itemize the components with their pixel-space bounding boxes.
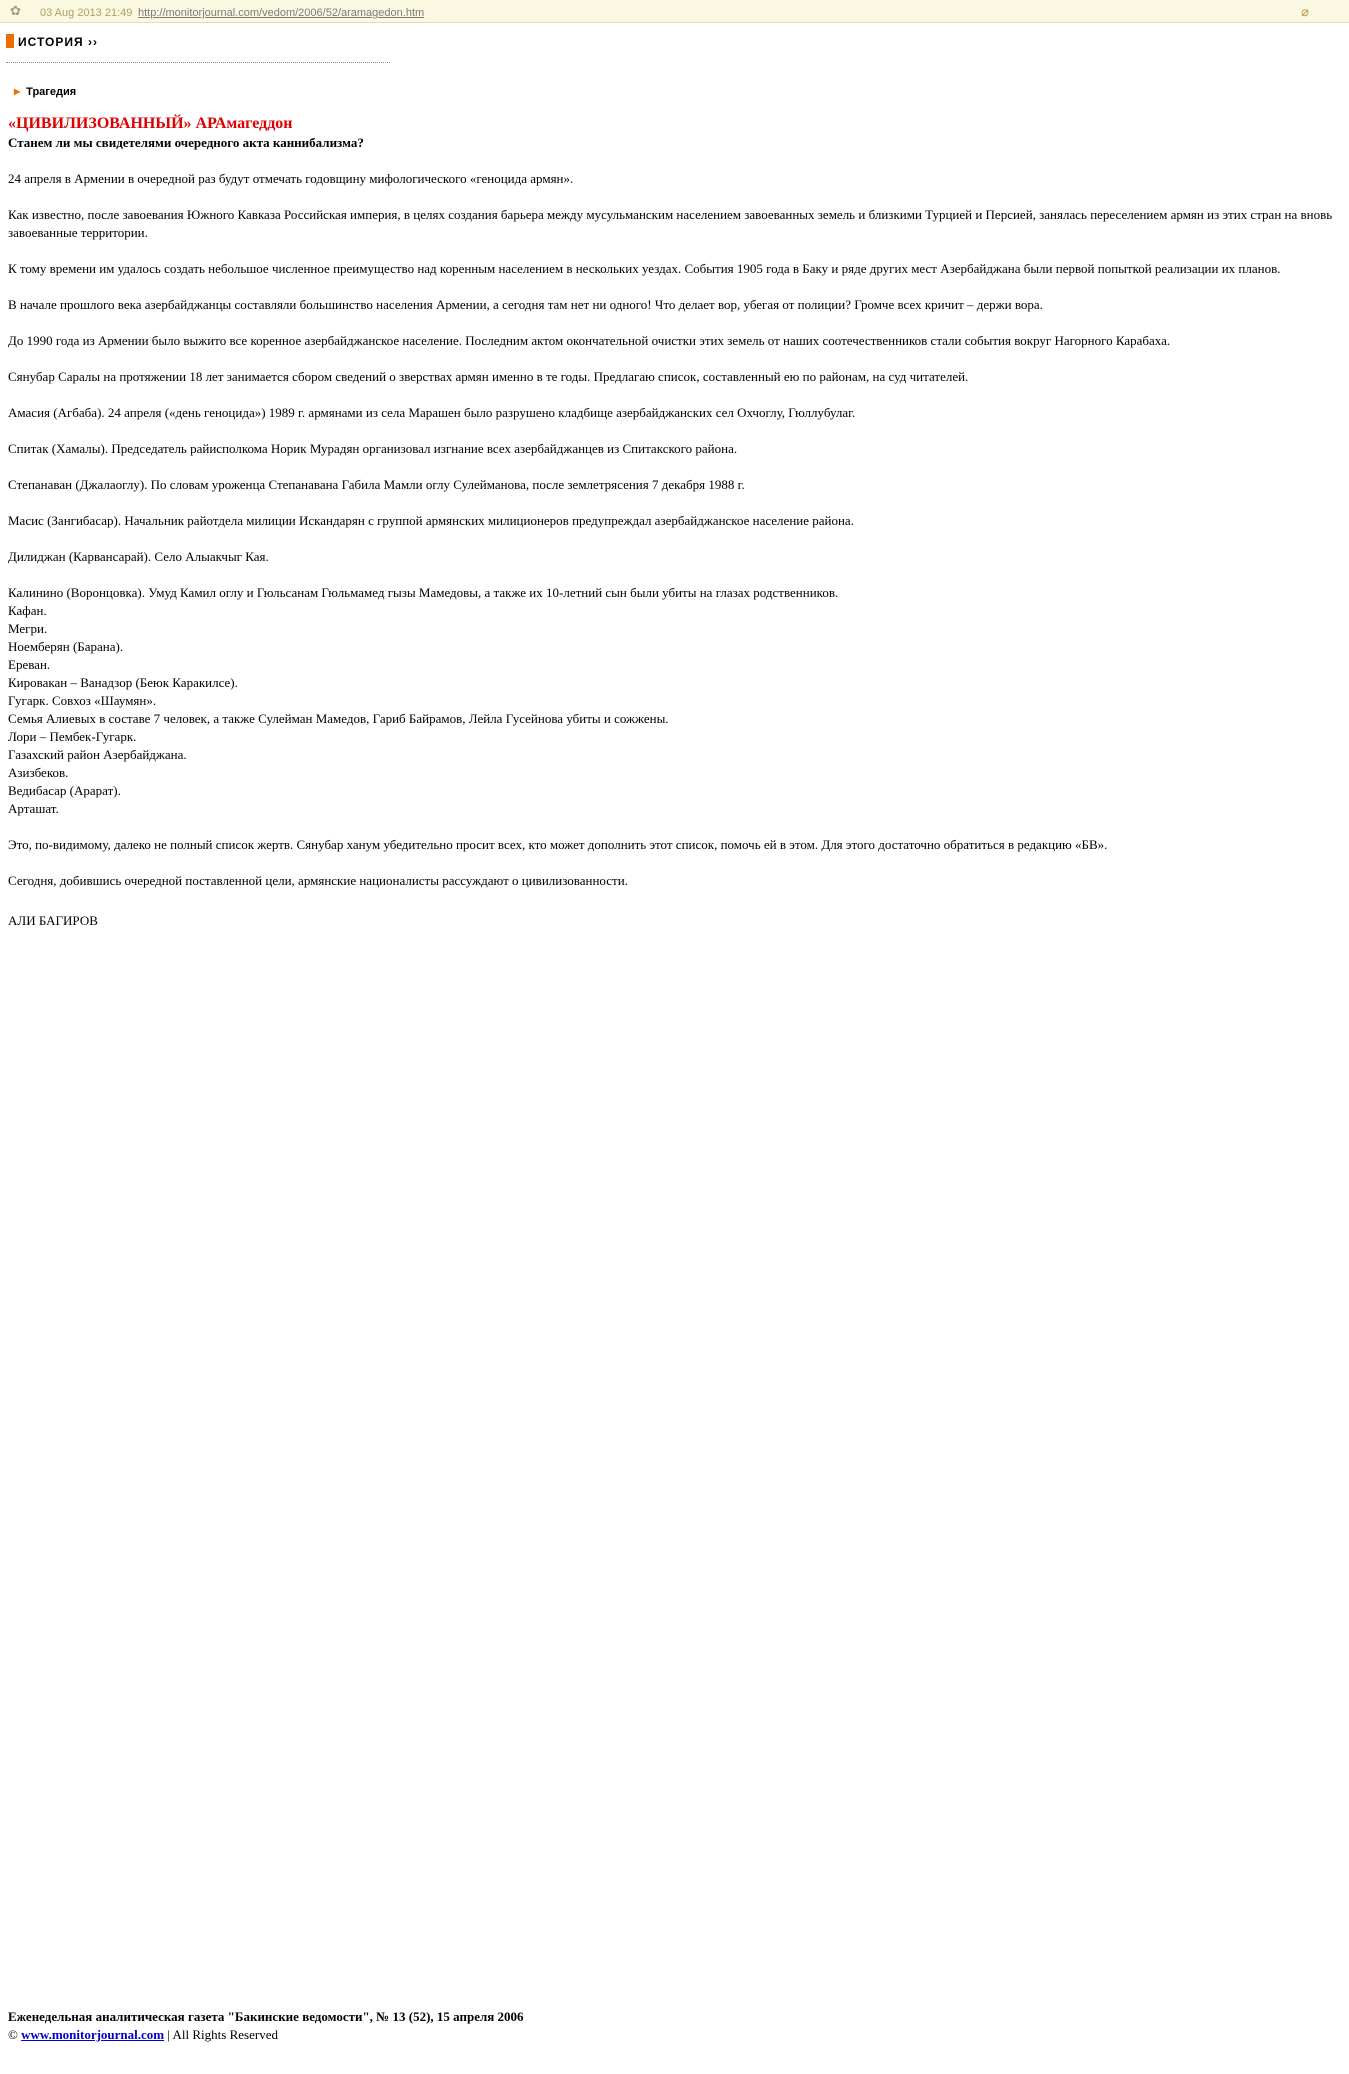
archive-logo-icon[interactable]: ✿ [10,3,21,18]
paragraph: 24 апреля в Армении в очередной раз будут отмечать годовщину мифологического «геноцида армян». [8,171,574,186]
list-item: Ведибасар (Арарат). [8,783,121,798]
attachment-icon[interactable]: ⌀ [1301,4,1309,19]
breadcrumb-label: Трагедия [26,86,77,98]
capture-timestamp: 03 Aug 2013 21:49 [40,7,133,19]
arrow-right-icon: ▶ [14,87,21,96]
source-url-link[interactable]: http://monitorjournal.com/vedom/2006/52/aramagedon.htm [138,7,425,19]
paragraph: Сегодня, добившись очередной поставленной цели, армянские националисты рассуждают о цивилизованности. [8,873,628,888]
copyright-line [8,2026,1343,2044]
paragraph: Масис (Зангибасар). Начальник райотдела милиции Искандарян с группой армянских милиционеров предупреждал азербайджанское население района. [8,513,854,528]
paragraph: Как известно, после завоевания Южного Кавказа Российская империя, в целях создания барьера между мусульманским населением завоеванных земель и близкими Турцией и Персией, занялась переселением армян из этих стран на вновь завоеванные территории. [8,207,1333,240]
copyright-sign: © [8,2027,18,2042]
section-marker-icon [6,34,14,48]
article-subtitle: Станем ли мы свидетелями очередного акта каннибализма? [8,135,364,150]
paragraph: Дилиджан (Карвансарай). Село Алыакчыг Кая. [8,549,269,564]
paragraph: К тому времени им удалось создать небольшое численное преимущество над коренным населением в нескольких уездах. События 1905 года в Баку и ряде других мест Азербайджана были первой попыткой реализации их планов. [8,261,1281,276]
list-item: Кафан. [8,603,47,618]
list-item: Мегри. [8,621,48,636]
paragraph: Степанаван (Джалаоглу). По словам уроженца Степанавана Габила Мамли оглу Сулейманова, после землетрясения 7 декабря 1988 г. [8,477,745,492]
paragraph: Сянубар Саралы на протяжении 18 лет занимается сбором сведений о зверствах армян именно в те годы. Предлагаю список, составленный ею по районам, на суд читателей. [8,369,969,384]
list-item: Семья Алиевых в составе 7 человек, а также Сулейман Мамедов, Гариб Байрамов, Лейла Гусейнова убиты и сожжены. [8,711,669,726]
list-item: Азизбеков. [8,765,69,780]
paragraph: Амасия (Агбаба). 24 апреля («день геноцида») 1989 г. армянами из села Марашен было разрушено кладбище азербайджанских сел Охчоглу, Гюллубулаг. [8,405,856,420]
section-header: ИСТОРИЯ ›› [6,33,98,51]
list-item: Лори – Пембек-Гугарк. [8,729,137,744]
list-item: Гугарк. Совхоз «Шаумян». [8,693,157,708]
paragraph: Спитак (Хамалы). Председатель райисполкома Норик Мурадян организовал изгнание всех азербайджанцев из Спитакского района. [8,441,738,456]
section-title: ИСТОРИЯ [18,35,84,49]
list-item: Газахский район Азербайджана. [8,747,187,762]
article-title: «ЦИВИЛИЗОВАННЫЙ» АРАмагеддон [8,115,293,132]
list-item: Калинино (Воронцовка). Умуд Камил оглу и Гюльсанам Гюльмамед гызы Мамедовы, а также их 10-летний сын были убиты на глазах родственников. [8,585,839,600]
site-link[interactable]: www.monitorjournal.com [21,2027,165,2042]
list-item: Ереван. [8,657,51,672]
paragraph: Это, по-видимому, далеко не полный список жертв. Сянубар ханум убедительно просит всех, кто может дополнить этот список, помочь ей в этом. Для этого достаточно обратиться в редакцию «БВ». [8,837,1108,852]
archive-toolbar [0,0,1349,23]
breadcrumb[interactable] [14,83,76,101]
list-item: Арташат. [8,801,59,816]
divider [6,62,390,63]
author: АЛИ БАГИРОВ [8,913,98,928]
footer [8,2008,1343,2044]
publication-info: Еженедельная аналитическая газета "Бакинские ведомости", № 13 (52), 15 апреля 2006 [8,2009,524,2024]
rights-text: | All Rights Reserved [167,2027,278,2042]
article [8,114,1343,930]
paragraph: До 1990 года из Армении было выжито все коренное азербайджанское население. Последним актом окончательной очистки этих земель от наших соотечественников стали события вокруг Нагорного Карабаха. [8,333,1171,348]
list-item: Кировакан – Ванадзор (Беюк Каракилсе). [8,675,238,690]
list-item: Ноемберян (Барана). [8,639,124,654]
paragraph: В начале прошлого века азербайджанцы составляли большинство населения Армении, а сегодня там нет ни одного! Что делает вор, убегая от полиции? Громче всех кричит – держи вора. [8,297,1043,312]
